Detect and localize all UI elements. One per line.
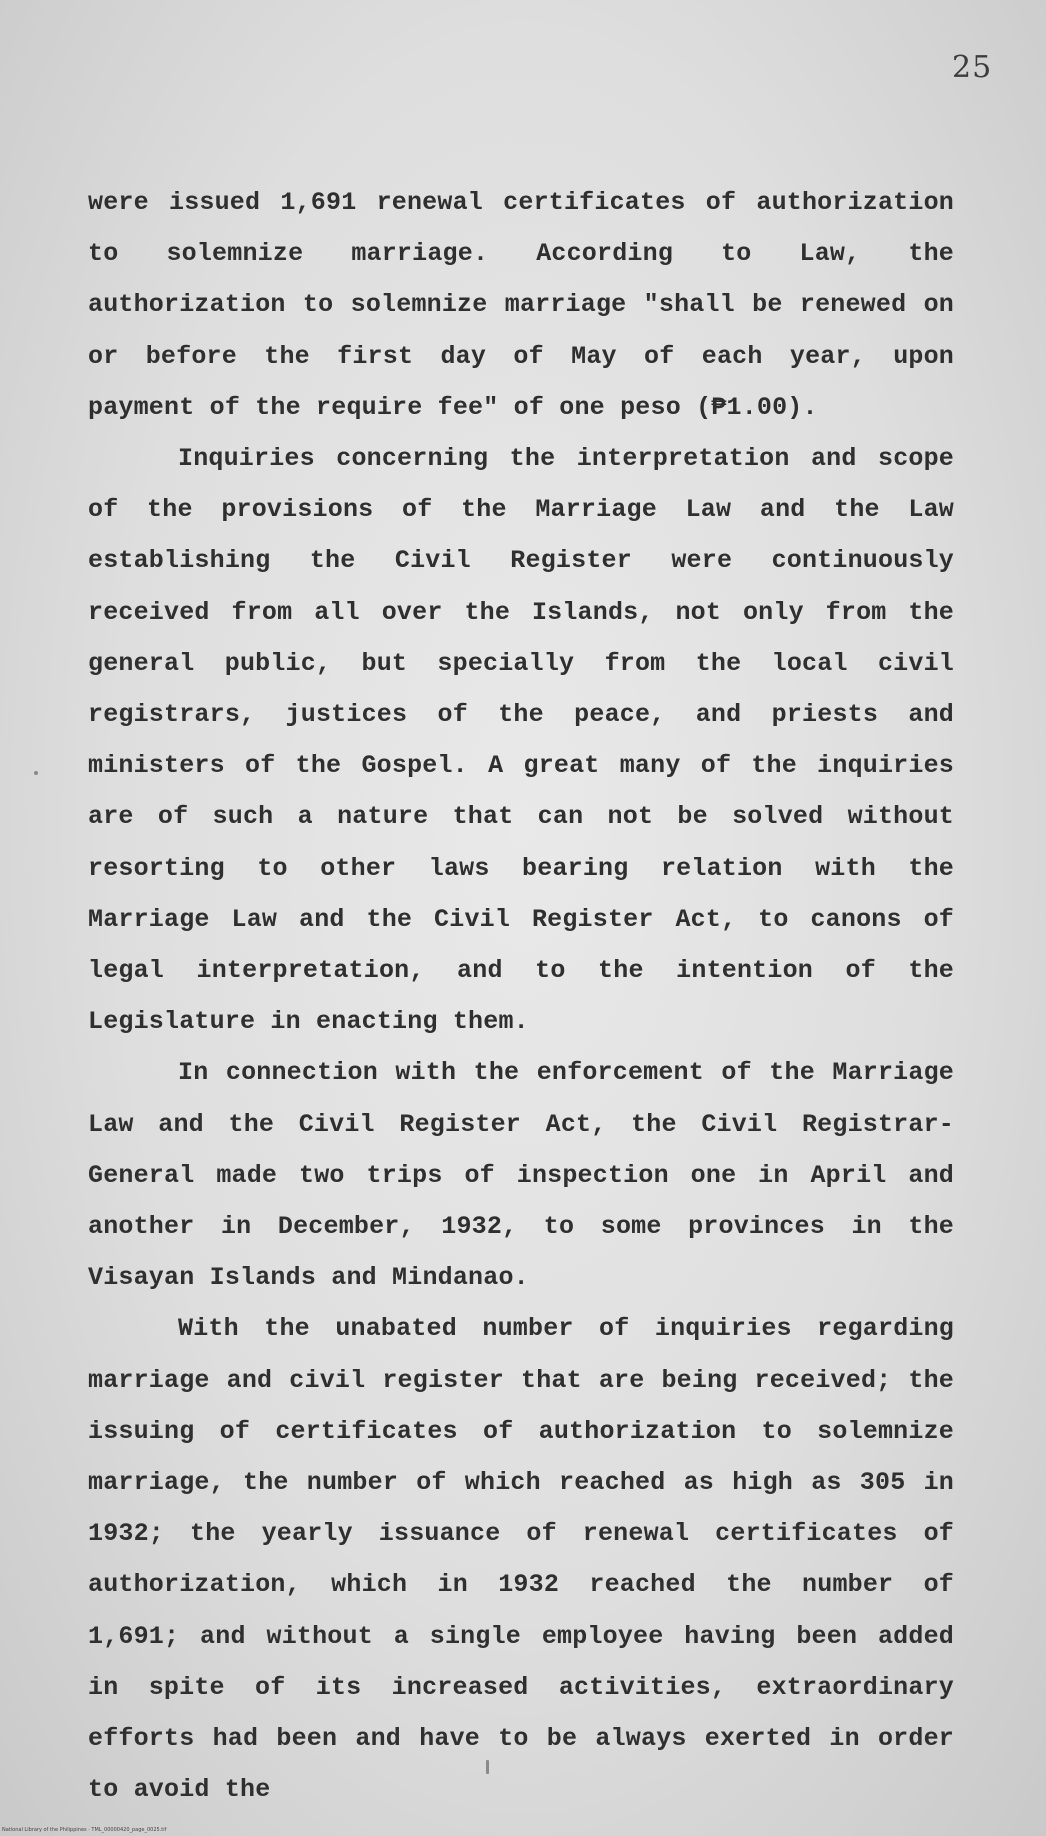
scan-speck xyxy=(486,1760,489,1774)
report-body-text xyxy=(88,177,954,1816)
archive-caption: National Library of the Philippines · TML_00000420_page_0025.tif xyxy=(2,1827,167,1833)
scan-speck xyxy=(34,771,38,775)
paragraph-inquiries: Inquiries concerning the interpretation and scope of the provisions of the Marriage Law and the Law establishing the Civil Register were continuously received from all over the Islands, not only from the general public, but specially from the local civil registrars, justices of the peace, and priests and ministers of the Gospel. A great many of the inquiries are of such a nature that can not be solved without resorting to other laws bearing relation with the Marriage Law and the Civil Register Act, to canons of legal interpretation, and to the intention of the Legislature in enacting them. xyxy=(88,444,954,1037)
paragraph-inspection-trips: In connection with the enforcement of the Marriage Law and the Civil Register Act, the Civil Registrar-General made two trips of inspection one in April and another in December, 1932, to some provinces in the Visayan Islands and Mindanao. xyxy=(88,1058,954,1293)
paragraph-workload: With the unabated number of inquiries regarding marriage and civil register that are being received; the issuing of certificates of authorization to solemnize marriage, the number of which reached as high as 305 in 1932; the yearly issuance of renewal certificates of authorization, which in 1932 reached the number of 1,691; and without a single employee having been added in spite of its increased activities, extraordinary efforts had been and have to be always exerted in order to avoid the xyxy=(88,1314,954,1805)
page-number: 25 xyxy=(952,50,993,85)
paragraph-renewal-certificates: were issued 1,691 renewal certificates of authorization to solemnize marriage. According to Law, the authorization to solemnize marriage "shall be renewed on or before the first day of May of each year, upon payment of the require fee" of one peso (₱1.00). xyxy=(88,188,954,422)
